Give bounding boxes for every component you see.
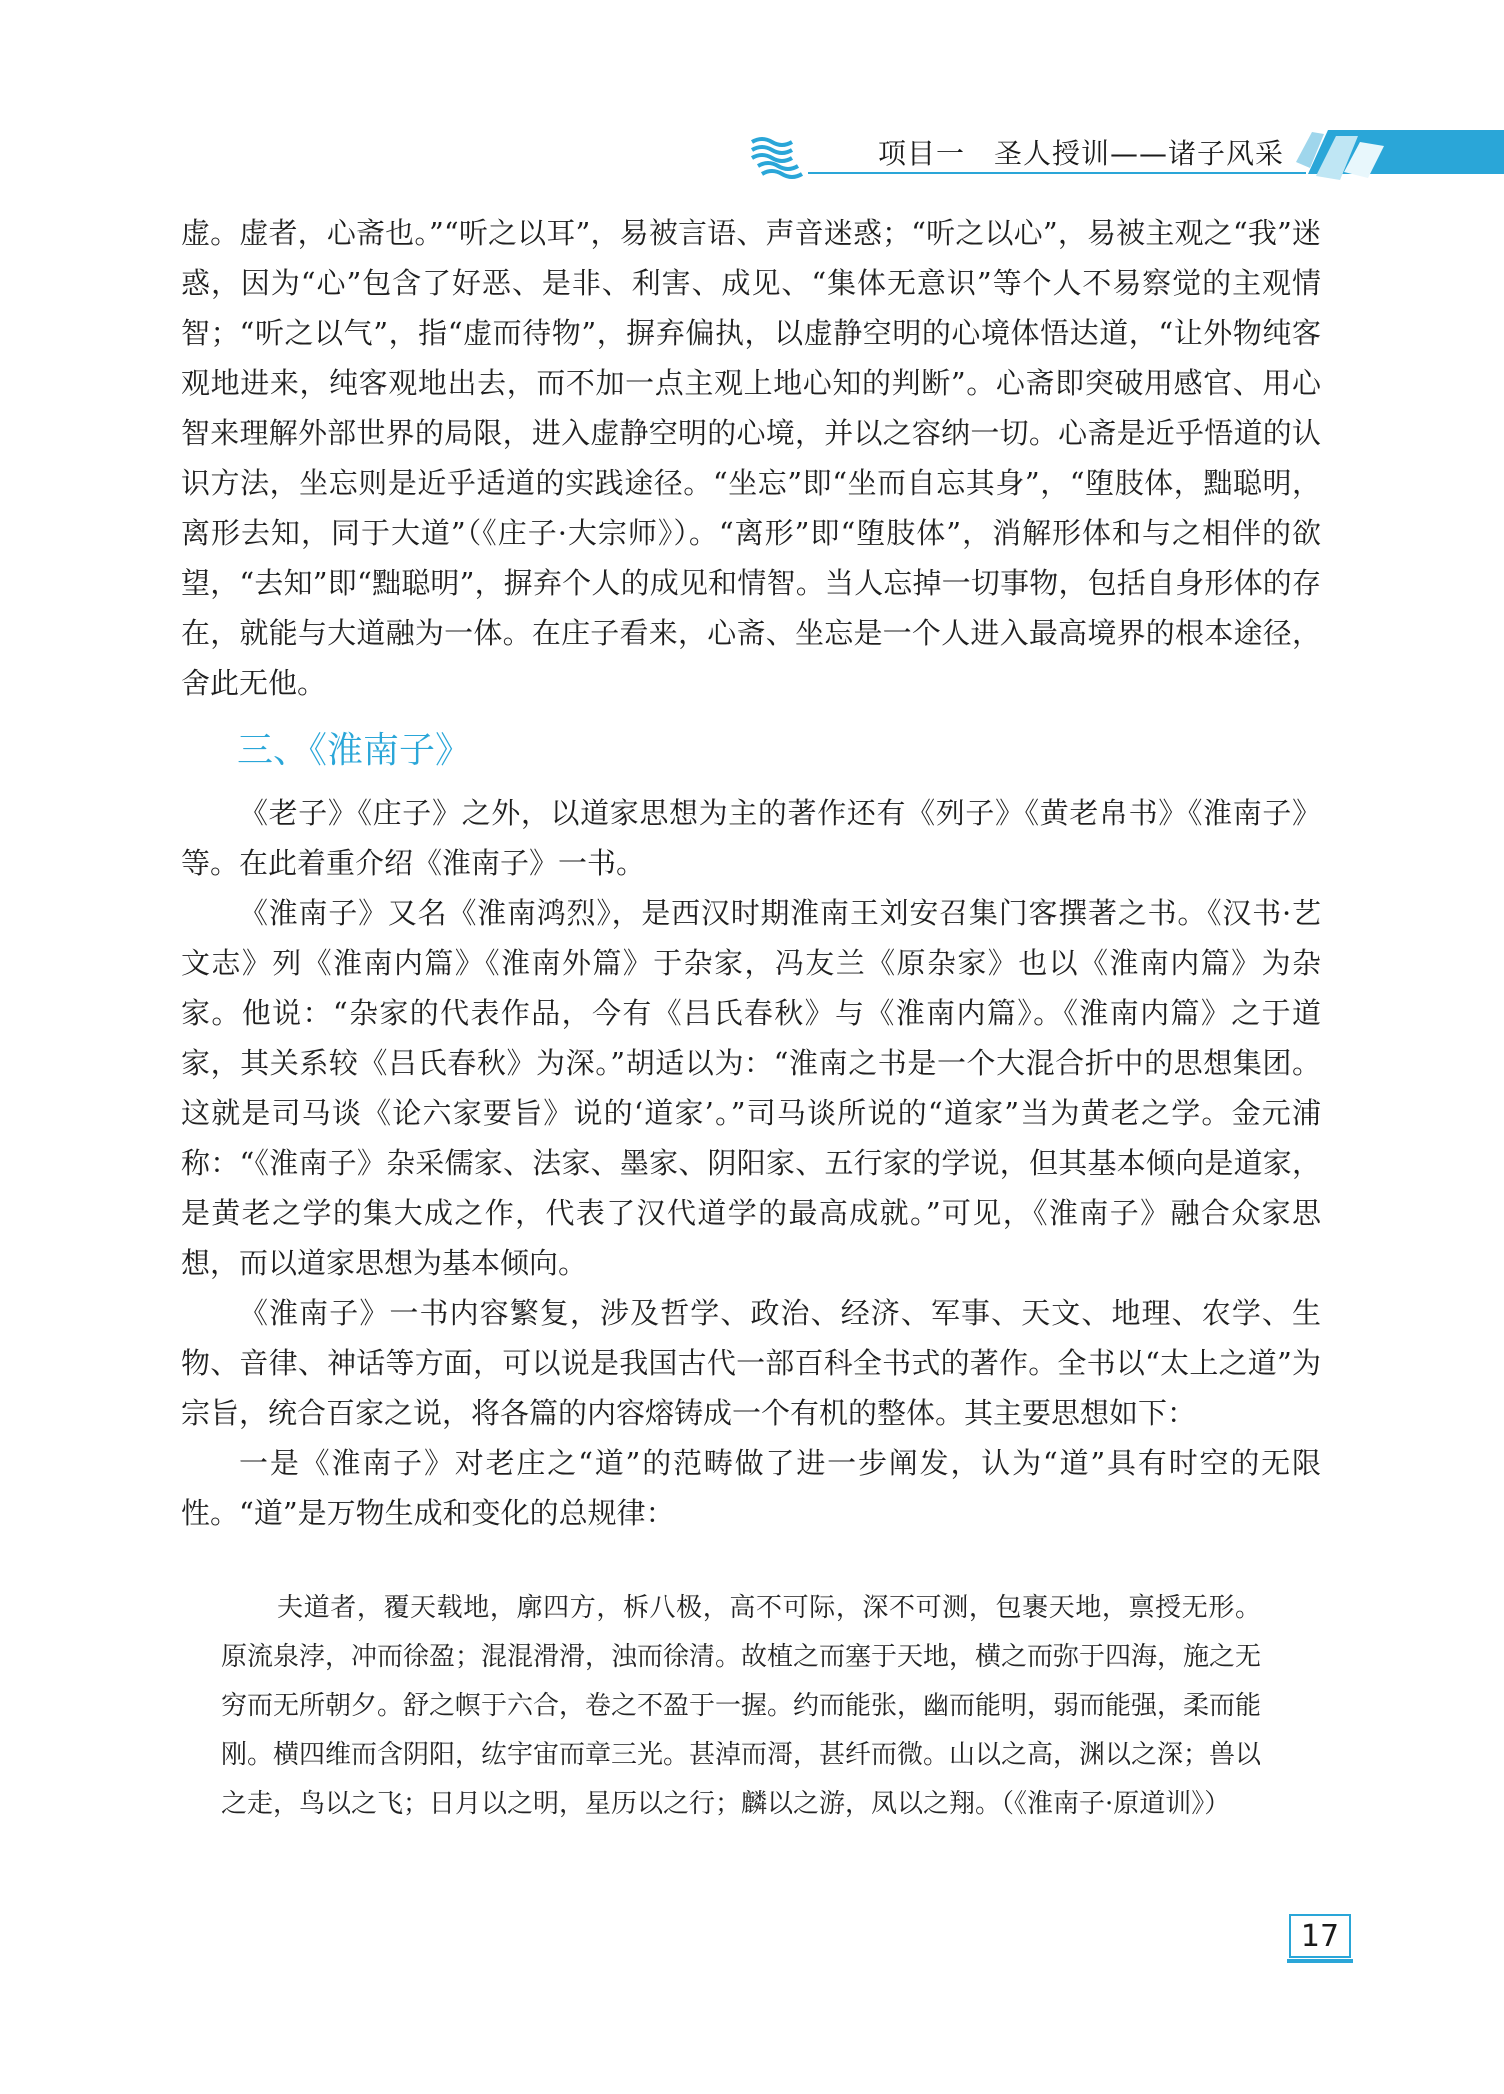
block-quote (221, 1584, 1261, 1829)
page-number-text: 17 (1300, 1919, 1340, 1954)
body-paragraph: 《淮南子》又名《淮南鸿烈》，是西汉时期淮南王刘安召集门客撰著之书。《汉书·艺文志》列《淮南内篇》《淮南外篇》于杂家，冯友兰《原杂家》也以《淮南内篇》为杂家。他说：“杂家的代表作品，今有《吕氏春秋》与《淮南内篇》。《淮南内篇》之于道家，其关系较《吕氏春秋》为深。”胡适以为：“淮南之书是一个大混合折中的思想集团。这就是司马谈《论六家要旨》说的‘道家’。”司马谈所说的“道家”当为黄老之学。金元浦称：“《淮南子》杂采儒家、法家、墨家、阴阳家、五行家的学说，但其基本倾向是道家，是黄老之学的集大成之作，代表了汉代道学的最高成就。”可见，《淮南子》融合众家思想，而以道家思想为基本倾向。 (181, 896, 1321, 1280)
chapter-title: 项目一 圣人授训——诸子风采 (878, 137, 1285, 170)
header-decoration (1288, 122, 1504, 182)
book-logo-icon (748, 132, 808, 182)
page-number (1290, 1915, 1350, 1963)
section-heading: 三、《淮南子》 (237, 730, 472, 771)
quote-text: 夫道者，覆天载地，廓四方，柝八极，高不可际，深不可测，包裹天地，禀授无形。原流泉浡，冲而徐盈；混混滑滑，浊而徐清。故植之而塞于天地，横之而弥于四海，施之无穷而无所朝夕。舒之幎于六合，卷之不盈于一握。约而能张，幽而能明，弱而能强，柔而能刚。横四维而含阴阳，纮宇宙而章三光。甚淖而滒，甚纤而微。山以之高，渊以之深；兽以之走，鸟以之飞；日月以之明，星历以之行；麟以之游，凤以之翔。（《淮南子·原道训》） (221, 1593, 1262, 1819)
page-header (0, 122, 1504, 182)
body-paragraph: 《淮南子》一书内容繁复，涉及哲学、政治、经济、军事、天文、地理、农学、生物、音律、神话等方面，可以说是我国古代一部百科全书式的著作。全书以“太上之道”为宗旨，统合百家之说，将各篇的内容熔铸成一个有机的整体。其主要思想如下： (181, 1296, 1321, 1430)
body-paragraph: 虚。虚者，心斋也。”“听之以耳”，易被言语、声音迷惑；“听之以心”，易被主观之“我”迷惑，因为“心”包含了好恶、是非、利害、成见、“集体无意识”等个人不易察觉的主观情智；“听之以气”，指“虚而待物”，摒弃偏执，以虚静空明的心境体悟达道，“让外物纯客观地进来，纯客观地出去，而不加一点主观上地心知的判断”。心斋即突破用感官、用心智来理解外部世界的局限，进入虚静空明的心境，并以之容纳一切。心斋是近乎悟道的认识方法，坐忘则是近乎适道的实践途径。“坐忘”即“坐而自忘其身”，“堕肢体，黜聪明，离形去知，同于大道”（《庄子·大宗师》）。“离形”即“堕肢体”，消解形体和与之相伴的欲望，“去知”即“黜聪明”，摒弃个人的成见和情智。当人忘掉一切事物，包括自身形体的存在，就能与大道融为一体。在庄子看来，心斋、坐忘是一个人进入最高境界的根本途径，舍此无他。 (181, 216, 1321, 700)
header-rule (808, 172, 1306, 174)
body-paragraph: 一是《淮南子》对老庄之“道”的范畴做了进一步阐发，认为“道”具有时空的无限性。“道”是万物生成和变化的总规律： (181, 1446, 1321, 1530)
body-paragraph: 《老子》《庄子》之外，以道家思想为主的著作还有《列子》《黄老帛书》《淮南子》等。在此着重介绍《淮南子》一书。 (181, 796, 1321, 880)
main-content (181, 208, 1321, 1829)
